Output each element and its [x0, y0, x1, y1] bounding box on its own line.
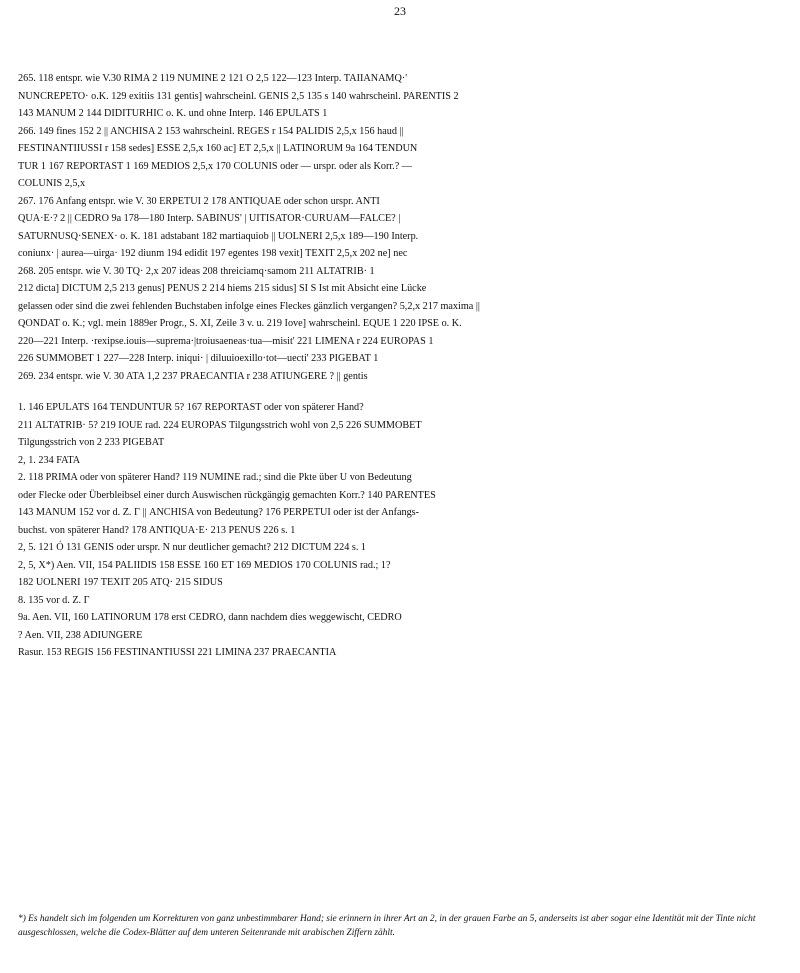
text-line: 269. 234 entspr. wie V. 30 ATA 1,2 237 PRAECANTIA r 238 ATIUNGERE ? || gentis: [18, 370, 368, 382]
text-line: COLUNIS 2,5,x: [18, 178, 86, 189]
page-number: 23: [394, 4, 406, 18]
text-line: 2. 118 PRIMA oder von späterer Hand? 119 NUMINE rad.; sind die Pkte über U von Bedeutung: [18, 472, 412, 483]
text-line: 8. 135 vor d. Z. Γ: [18, 594, 90, 606]
text-line: 143 MANUM 2 144 DIDITURHIC o. K. und ohne Interp. 146 EPULATS 1: [18, 108, 328, 119]
text-line: 211 ALTATRIB· 5? 219 IOUE rad. 224 EUROPAS Tilgungsstrich wohl von 2,5 226 SUMMOBET: [18, 419, 422, 431]
text-line: 2, 1. 234 FATA: [18, 454, 81, 466]
text-line: TUR 1 167 REPORTAST 1 169 MEDIOS 2,5,x 170 COLUNIS oder — urspr. oder als Korr.? —: [18, 160, 412, 172]
text-line: Tilgungsstrich von 2 233 PIGEBAT: [18, 437, 165, 448]
text-line: 143 MANUM 152 vor d. Z. Γ || ANCHISA von Bedeutung? 176 PERPETUI oder ist der Anfangs-: [18, 507, 420, 518]
text-line: 2, 5, X*) Aen. VII, 154 PALIIDIS 158 ESSE 160 ET 169 MEDIOS 170 COLUNIS rad.; 1?: [18, 559, 391, 571]
text-line: 2, 5. 121 Ó 131 GENIS oder urspr. N nur deutlicher gemacht? 212 DICTUM 224 s. 1: [18, 542, 367, 553]
page-body: [18, 70, 772, 662]
text-line: 266. 149 fines 152 2 || ANCHISA 2 153 wahrscheinl. REGES r 154 PALIDIS 2,5,x 156 haud ||: [18, 125, 404, 137]
text-line: coniunx· | aurea—uirga· 192 diunm 194 edidit 197 egentes 198 vexit] TEXIT 2,5,x 202 ne] nec: [18, 248, 408, 259]
text-line: 226 SUMMOBET 1 227—228 Interp. iniqui· | diluuioexillo·tot—uecti' 233 PIGEBAT 1: [18, 353, 379, 364]
text-line: gelassen oder sind die zwei fehlenden Buchstaben infolge eines Fleckes gänzlich vergangen? 5,2,x 217 maxima ||: [18, 300, 480, 312]
text-line: SATURNUSQ·SENEX· o. K. 181 adstabant 182 martiaquiob || UOLNERI 2,5,x 189—190 Interp.: [18, 230, 419, 242]
text-line: NUNCREPETO· o.K. 129 exitiis 131 gentis] wahrscheinl. GENIS 2,5 135 s 140 wahrscheinl. PARENTIS 2: [18, 90, 459, 102]
text-line: FESTINANTIIUSSI r 158 sedes] ESSE 2,5,x 160 ac] ET 2,5,x || LATINORUM 9a 164 TENDUN: [18, 143, 418, 154]
text-line: buchst. von späterer Hand? 178 ANTIQUA·E· 213 PENUS 226 s. 1: [18, 524, 296, 536]
text-line: 220—221 Interp. ·rexipse.iouis—suprema·|troiusaeneas·tua—misit' 221 LIMENA r 224 EUROPAS 1: [18, 335, 434, 347]
text-line: 182 UOLNERI 197 TEXIT 205 ATQ· 215 SIDUS: [18, 577, 223, 588]
text-line: ? Aen. VII, 238 ADIUNGERE: [18, 629, 143, 641]
text-line: QONDAT o. K.; vgl. mein 1889er Progr., S. XI, Zeile 3 v. u. 219 Iove] wahrscheinl. EQUE 1 220 IPSE o. K.: [18, 318, 462, 329]
text-line: 268. 205 entspr. wie V. 30 TQ· 2,x 207 ideas 208 threiciamq·samom 211 ALTATRIB· 1: [18, 265, 375, 277]
text-line: QUA·E·? 2 || CEDRO 9a 178—180 Interp. SABINUS' | UITISATOR·CURUAM—FALCE? |: [18, 213, 401, 224]
text-line: oder Flecke oder Überbleibsel einer durch Auswischen rückgängig gemachten Korr.? 140 PARENTES: [18, 489, 436, 501]
text-line: 265. 118 entspr. wie V.30 RIMA 2 119 NUMINE 2 121 O 2,5 122—123 Interp. TAIIANAMQ·': [18, 73, 408, 84]
text-line: 212 dicta] DICTUM 2,5 213 genus] PENUS 2 214 hiems 215 sidus] SI S Ist mit Absicht eine Lücke: [18, 283, 427, 294]
text-line: 267. 176 Anfang entspr. wie V. 30 ERPETUI 2 178 ANTIQUAE oder schon urspr. ANTI: [18, 195, 380, 207]
text-line: Rasur. 153 REGIS 156 FESTINANTIUSSI 221 LIMINA 237 PRAECANTIA: [18, 647, 337, 658]
text-line: 1. 146 EPULATS 164 TENDUNTUR 5? 167 REPORTAST oder von späterer Hand?: [18, 402, 364, 413]
text-line: 9a. Aen. VII, 160 LATINORUM 178 erst CEDRO, dann nachdem dies weggewischt, CEDRO: [18, 612, 402, 623]
section-gap: [18, 385, 772, 399]
footnote: *) Es handelt sich im folgenden um Korrekturen von ganz unbestimmbarer Hand; sie erinnern in ihrer Art an 2, in der grauen Farbe an 5, anderseits ist aber sogar eine Identität mit der Tinte nicht ausgeschlossen, welche die Codex-Blätter auf dem unteren Seitenrande mit arabischen Ziffern zählt.: [18, 914, 756, 938]
